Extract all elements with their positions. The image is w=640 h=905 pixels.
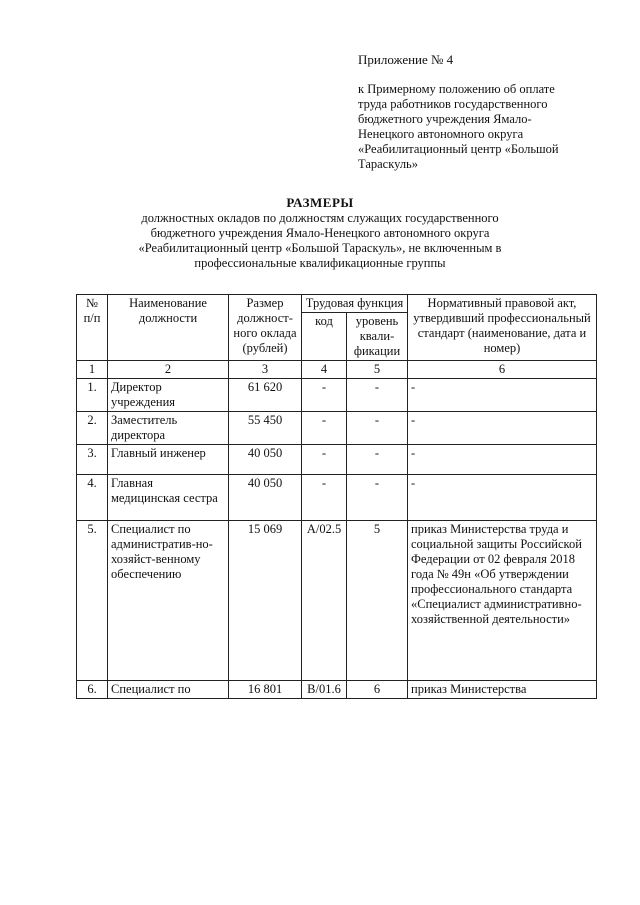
table-row	[77, 379, 597, 412]
row-level: 6	[347, 681, 408, 699]
row-code: В/01.6	[302, 681, 347, 699]
row-num: 2.	[77, 412, 108, 445]
table-row	[77, 412, 597, 445]
reference-line: к Примерному положению об оплате	[358, 82, 555, 96]
row-salary: 55 450	[229, 412, 302, 445]
header-act: Нормативный правовой акт, утвердивший профессиональный стандарт (наименование, дата и номер)	[408, 295, 597, 361]
table-row	[77, 521, 597, 681]
row-act: -	[408, 412, 597, 445]
document-subtitle	[90, 211, 550, 271]
row-level: -	[347, 445, 408, 475]
row-num: 3.	[77, 445, 108, 475]
subtitle-line: должностных окладов по должностям служащих государственного	[141, 211, 499, 225]
row-num: 4.	[77, 475, 108, 521]
row-name: Заместитель директора	[108, 412, 229, 445]
table-row	[77, 681, 597, 699]
reference-line: бюджетного учреждения Ямало-	[358, 112, 532, 126]
header-function: Трудовая функция	[302, 295, 408, 313]
appendix-number: Приложение № 4	[358, 52, 454, 67]
row-code: -	[302, 412, 347, 445]
document-title: РАЗМЕРЫ	[286, 195, 354, 210]
column-number: 2	[108, 361, 229, 379]
row-code: А/02.5	[302, 521, 347, 681]
column-number: 1	[77, 361, 108, 379]
reference-line: Тараскуль»	[358, 157, 419, 171]
subtitle-line: «Реабилитационный центр «Большой Тараскуль», не включенным в	[138, 241, 502, 255]
column-number: 6	[408, 361, 597, 379]
subtitle-line: бюджетного учреждения Ямало-Ненецкого автономного округа	[150, 226, 490, 240]
header-salary: Размер должност-ного оклада (рублей)	[229, 295, 302, 361]
row-code: -	[302, 379, 347, 412]
table-row	[77, 445, 597, 475]
row-act: приказ Министерства	[408, 681, 597, 699]
row-name: Специалист по	[108, 681, 229, 699]
row-name: Главная медицинская сестра	[108, 475, 229, 521]
row-num: 5.	[77, 521, 108, 681]
reference-line: труда работников государственного	[358, 97, 548, 111]
row-name: Специалист по административ-но-хозяйст-венному обеспечению	[108, 521, 229, 681]
column-number: 3	[229, 361, 302, 379]
appendix-reference	[358, 82, 613, 172]
column-number-row	[77, 361, 597, 379]
header-level: уровень квали-фикации	[347, 313, 408, 361]
row-level: 5	[347, 521, 408, 681]
row-salary: 40 050	[229, 475, 302, 521]
row-name: Главный инженер	[108, 445, 229, 475]
table-header-row	[77, 295, 597, 313]
reference-line: «Реабилитационный центр «Большой	[358, 142, 559, 156]
row-salary: 61 620	[229, 379, 302, 412]
row-act: приказ Министерства труда и социальной защиты Российской Федерации от 02 февраля 2018 года № 49н «Об утверждении профессионального стандарта «Специалист административно-хозяйственной деятельности»	[408, 521, 597, 681]
table-row	[77, 475, 597, 521]
row-salary: 15 069	[229, 521, 302, 681]
row-act: -	[408, 475, 597, 521]
row-act: -	[408, 379, 597, 412]
column-number: 5	[347, 361, 408, 379]
row-level: -	[347, 412, 408, 445]
row-num: 6.	[77, 681, 108, 699]
header-num: № п/п	[77, 295, 108, 361]
reference-line: Ненецкого автономного округа	[358, 127, 524, 141]
salary-table	[76, 294, 597, 699]
subtitle-line: профессиональные квалификационные группы	[194, 256, 446, 270]
row-act: -	[408, 445, 597, 475]
row-code: -	[302, 445, 347, 475]
row-name: Директор учреждения	[108, 379, 229, 412]
row-salary: 40 050	[229, 445, 302, 475]
header-name: Наименование должности	[108, 295, 229, 361]
row-salary: 16 801	[229, 681, 302, 699]
header-code: код	[302, 313, 347, 361]
row-level: -	[347, 379, 408, 412]
row-code: -	[302, 475, 347, 521]
column-number: 4	[302, 361, 347, 379]
row-level: -	[347, 475, 408, 521]
row-num: 1.	[77, 379, 108, 412]
